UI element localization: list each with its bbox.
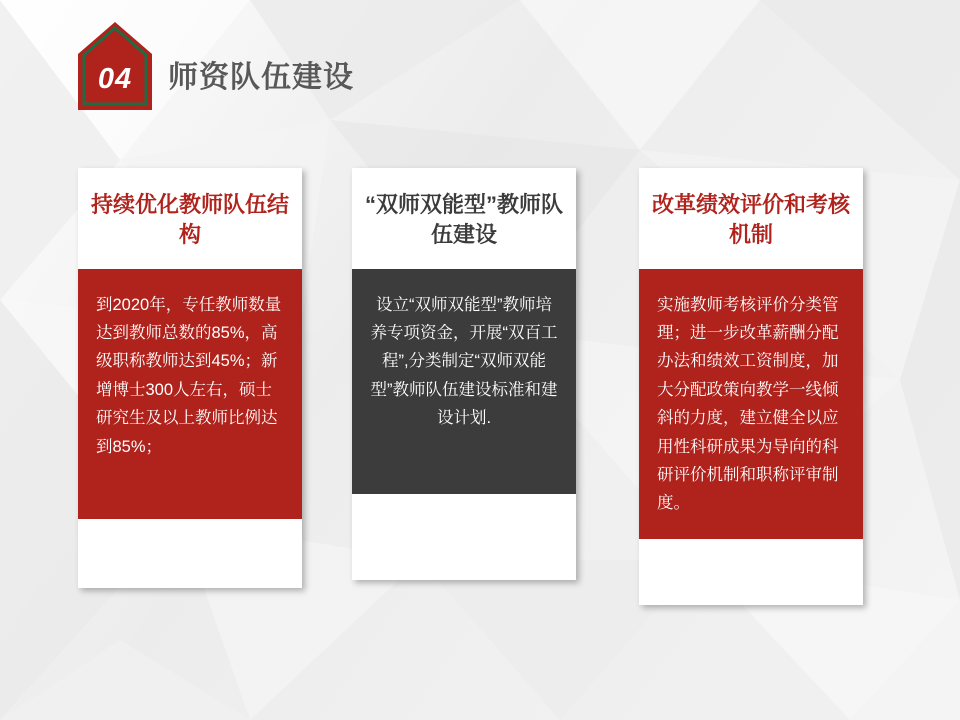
card-body: 实施教师考核评价分类管理；进一步改革薪酬分配办法和绩效工资制度，加大分配政策向教学一线倾斜的力度，建立健全以应用性科研成果为导向的科研评价机制和职称评审制度。 [639,269,863,539]
slide-header [0,0,960,122]
section-number: 04 [97,63,133,95]
card-body: 设立“双师双能型”教师培养专项资金，开展“双百工程”,分类制定“双师双能型”教师队伍建设标准和建设计划. [352,269,576,494]
card-item[interactable] [352,168,576,580]
card-item[interactable] [78,168,302,588]
card-title: “双师双能型”教师队伍建设 [352,168,576,269]
card-item[interactable] [639,168,863,605]
card-title: 持续优化教师队伍结构 [78,168,302,269]
card-list [0,168,960,598]
page-title: 师资队伍建设 [168,61,354,94]
card-title: 改革绩效评价和考核机制 [639,168,863,269]
section-number-badge [78,22,152,110]
card-body: 到2020年，专任教师数量达到教师总数的85%，高级职称教师达到45%；新增博士300人左右，硕士研究生及以上教师比例达到85%； [78,269,302,519]
